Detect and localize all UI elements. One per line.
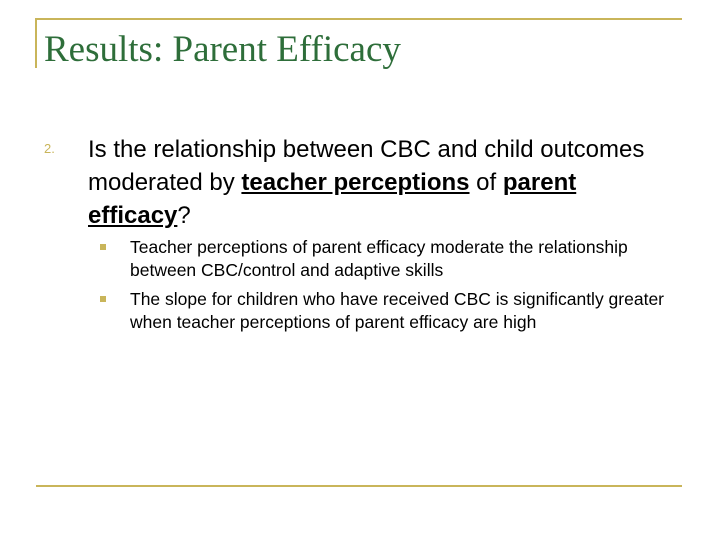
- bullet-text: The slope for children who have received CBC is significantly greater when teacher perceptions of parent efficacy are high: [130, 289, 665, 332]
- term-parent-efficacy: parent efficacy: [88, 169, 577, 229]
- question-text-middle: of: [469, 169, 503, 196]
- square-bullet-icon: [100, 296, 106, 302]
- slide-body: [44, 133, 684, 340]
- bottom-divider: [36, 485, 682, 487]
- bullet-list: [44, 236, 684, 334]
- question-text-before: Is the relationship between CBC and child outcomes moderated by: [88, 136, 645, 196]
- slide-title: Results: Parent Efficacy: [44, 29, 401, 70]
- bullet-text: Teacher perceptions of parent efficacy moderate the relationship between CBC/control and adaptive skills: [130, 237, 628, 280]
- term-teacher-perceptions: teacher perceptions: [241, 169, 470, 196]
- square-bullet-icon: [100, 244, 106, 250]
- top-divider: [36, 18, 682, 20]
- question-item: [44, 133, 684, 232]
- list-item: [88, 288, 684, 334]
- left-divider: [35, 18, 37, 68]
- question-text: [88, 136, 644, 229]
- list-item: [88, 236, 684, 282]
- question-text-end: ?: [177, 202, 191, 229]
- item-number: 2.: [44, 141, 55, 156]
